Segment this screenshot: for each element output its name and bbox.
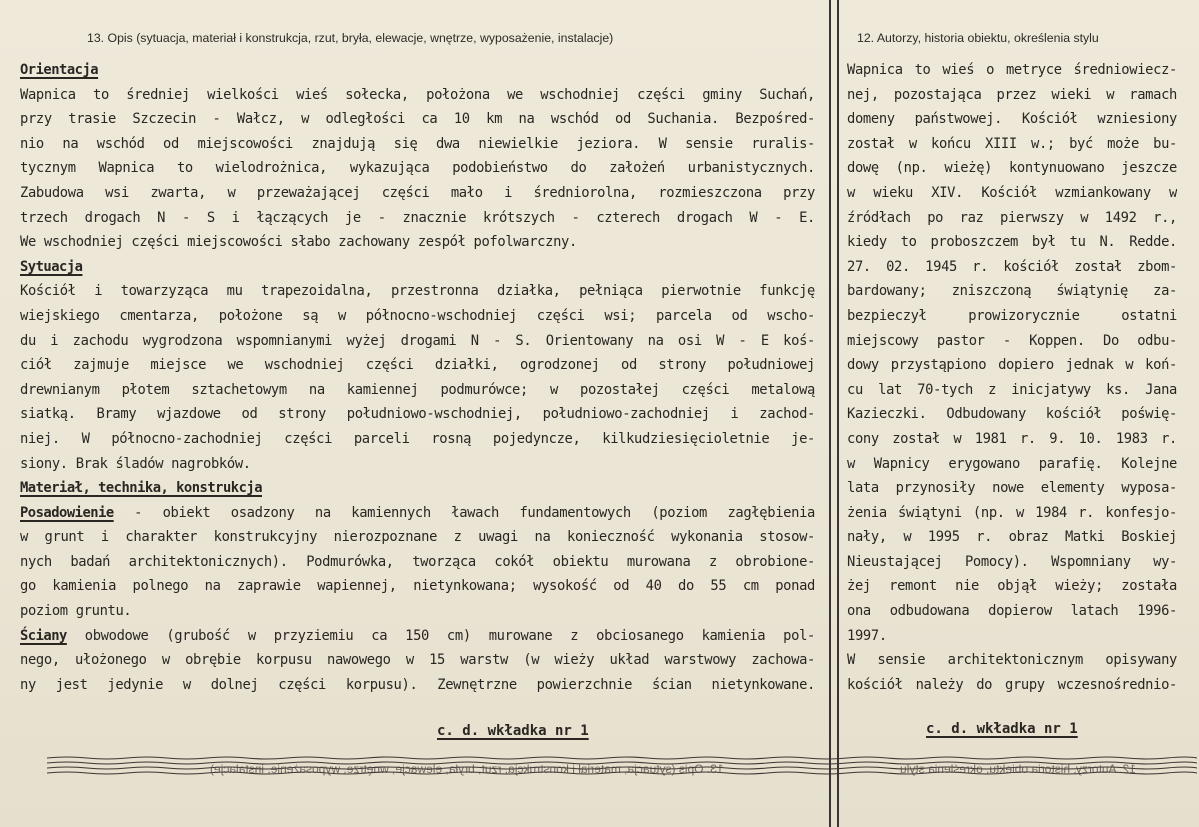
left-column-text <box>20 58 815 697</box>
left-section-header: 13. Opis (sytuacja, materiał i konstrukcja, rzut, bryła, elewacje, wnętrze, wyposażenie, instalacje) <box>87 31 614 45</box>
text-line: Kościół i towarzyząca mu trapezoidalna, przestronna działka, pełniąca pierwotnie funkcję <box>20 283 815 300</box>
text-line: nego, ułożonego w obrębie korpusu nawowego w 15 warstw (w wieży układ warstwowy zachowa- <box>20 652 815 669</box>
text-line: Posadowienie - obiekt osadzony na kamiennych ławach fundamentowych (poziom zagłębienia <box>20 504 815 521</box>
text-line: Wapnica to średniej wielkości wieś sołecka, położona we wschodniej części gminy Suchań, <box>20 86 815 103</box>
inline-subheading: Ściany <box>20 627 67 644</box>
text-line: kiedy to proboszczem był tu N. Redde. <box>847 234 1177 251</box>
text-line: ny jest jedynie w dolnej części korpusu). Zewnętrzne powierzchnie ścian nietynkowane. <box>20 676 815 693</box>
text-line: drewnianym płotem sztachetowym na kamiennej podmurówce; w pozostałej części metalową <box>20 381 815 398</box>
text-line: bardowany; zniszczoną świątynię za- <box>847 283 1177 300</box>
right-continuation-note: c. d. wkładka nr 1 <box>926 721 1078 737</box>
text-line: żenia świątyni (np. w 1984 r. konfesjo- <box>847 504 1177 521</box>
text-line: du i zachodu wygrodzona wspomnianymi wyżej drogami N - S. Orientowany na osi W - E koś- <box>20 332 815 349</box>
text-line: w wieku XIV. Kościół wzmiankowany w <box>847 184 1177 201</box>
text-line: Kazieczki. Odbudowany kościół poświę- <box>847 406 1177 423</box>
text-line: dowę (np. wieżę) kontynuowano jeszcze <box>847 160 1177 177</box>
text-line: poziom gruntu. <box>20 603 132 620</box>
text-line: wiejskiego cmentarza, położone są w północno-wschodniej części wsi; parcela od wscho- <box>20 307 815 324</box>
section-heading: Orientacja <box>20 62 99 78</box>
left-continuation-note: c. d. wkładka nr 1 <box>437 723 589 739</box>
right-column-text <box>847 58 1177 697</box>
text-line: nych badań architektonicznych). Podmurówka, tworząca cokół obiektu murowana z obrobione- <box>20 553 815 570</box>
right-section-header: 12. Autorzy, historia obiektu, określenia stylu <box>857 31 1099 45</box>
text-line: tycznym Wapnica to wielodrożnica, wykazująca podobieństwo do założeń urbanistycznych. <box>20 160 815 177</box>
text-line: kościół należy do grupy wczesnośrednio- <box>847 676 1177 693</box>
text-line: Nieustającej Pomocy). Wspomniany wy- <box>847 553 1177 570</box>
text-line: domeny państwowej. Kościół wzniesiony <box>847 111 1177 128</box>
text-line: cu lat 70-tych z inicjatywy ks. Jana <box>847 381 1177 398</box>
text-line: Wapnica to wieś o metryce średniowiecz- <box>847 62 1177 78</box>
section-heading: Materiał, technika, konstrukcja <box>20 480 262 497</box>
text-line: przy trasie Szczecin - Wałcz, w odległości ca 10 km na wschód od Suchania. Bezpośred- <box>20 111 815 128</box>
text-line: źródłach po raz pierwszy w 1492 r., <box>847 209 1177 226</box>
text-line: nały, w 1995 r. obraz Matki Boskiej <box>847 529 1177 546</box>
text-line: bezpieczył prowizorycznie ostatni <box>847 307 1177 324</box>
text-line: lata przynosiły nowe elementy wyposa- <box>847 480 1177 497</box>
text-line: 1997. <box>847 627 887 644</box>
text-line: siatką. Bramy wjazdowe od strony południowo-wschodniej, południowo-zachodniej i zachod- <box>20 406 815 423</box>
text-line: dowy przystąpiono dopiero jednak w koń- <box>847 357 1177 374</box>
text-line: go kamienia polnego na zaprawie wapiennej, nietynkowana; wysokość od 40 do 55 cm ponad <box>20 578 815 595</box>
text-line: w Wapnicy erygowano parafię. Kolejne <box>847 455 1177 472</box>
inline-subheading: Posadowienie <box>20 504 114 521</box>
text-line: cony został w 1981 r. 9. 10. 1983 r. <box>847 430 1177 447</box>
text-line: żej remont nie objął wieży; została <box>847 578 1177 595</box>
mirrored-right-header-bleed: 12. Autorzy, historia obiektu, określenia stylu <box>900 762 1136 776</box>
text-line: We wschodniej części miejscowości słabo zachowany zespół pofolwarczny. <box>20 234 577 251</box>
text-line: w grunt i charakter konstrukcyjny nierozpoznane z uwagi na konieczność wykonania stosow- <box>20 529 815 546</box>
text-line: nio na wschód od miejscowości znajdują się dwa niewielkie jeziora. W sensie ruralis- <box>20 135 815 152</box>
text-line: Zabudowa wsi zwarta, w przeważającej części mało i średniorolna, rozmieszczona przy <box>20 184 815 201</box>
text-line: trzech drogach N - S i łączących je - znacznie krótszych - czterech drogach W - E. <box>20 209 815 226</box>
text-line: nej, pozostająca przez wieki w ramach <box>847 86 1177 103</box>
text-line: Ściany obwodowe (grubość w przyziemiu ca 150 cm) murowane z obciosanego kamienia pol- <box>20 627 815 644</box>
text-line: siony. Brak śladów nagrobków. <box>20 455 251 472</box>
mirrored-left-header-bleed: 13. Opis (sytuacja, materiał i konstrukcja, rzut, bryła, elewacje, wnętrze, wyposażenie, instalacje) <box>210 762 724 776</box>
section-heading: Sytuacja <box>20 258 83 275</box>
text-line: został w końcu XIII w.; być może bu- <box>847 135 1177 152</box>
text-line: ciół zajmuje miejsce we wschodniej części działki, ogrodzonej od strony południowej <box>20 357 815 374</box>
text-line: W sensie architektonicznym opisywany <box>847 652 1177 669</box>
text-line: niej. W północno-zachodniej części parceli rosną pojedyncze, kilkudziesięcioletnie je- <box>20 430 815 447</box>
text-line: miejscowy pastor - Koppen. Do odbu- <box>847 332 1177 349</box>
text-line: ona odbudowana dopierow latach 1996- <box>847 603 1177 620</box>
text-line: 27. 02. 1945 r. kościół został zbom- <box>847 258 1177 275</box>
column-divider <box>829 0 839 760</box>
